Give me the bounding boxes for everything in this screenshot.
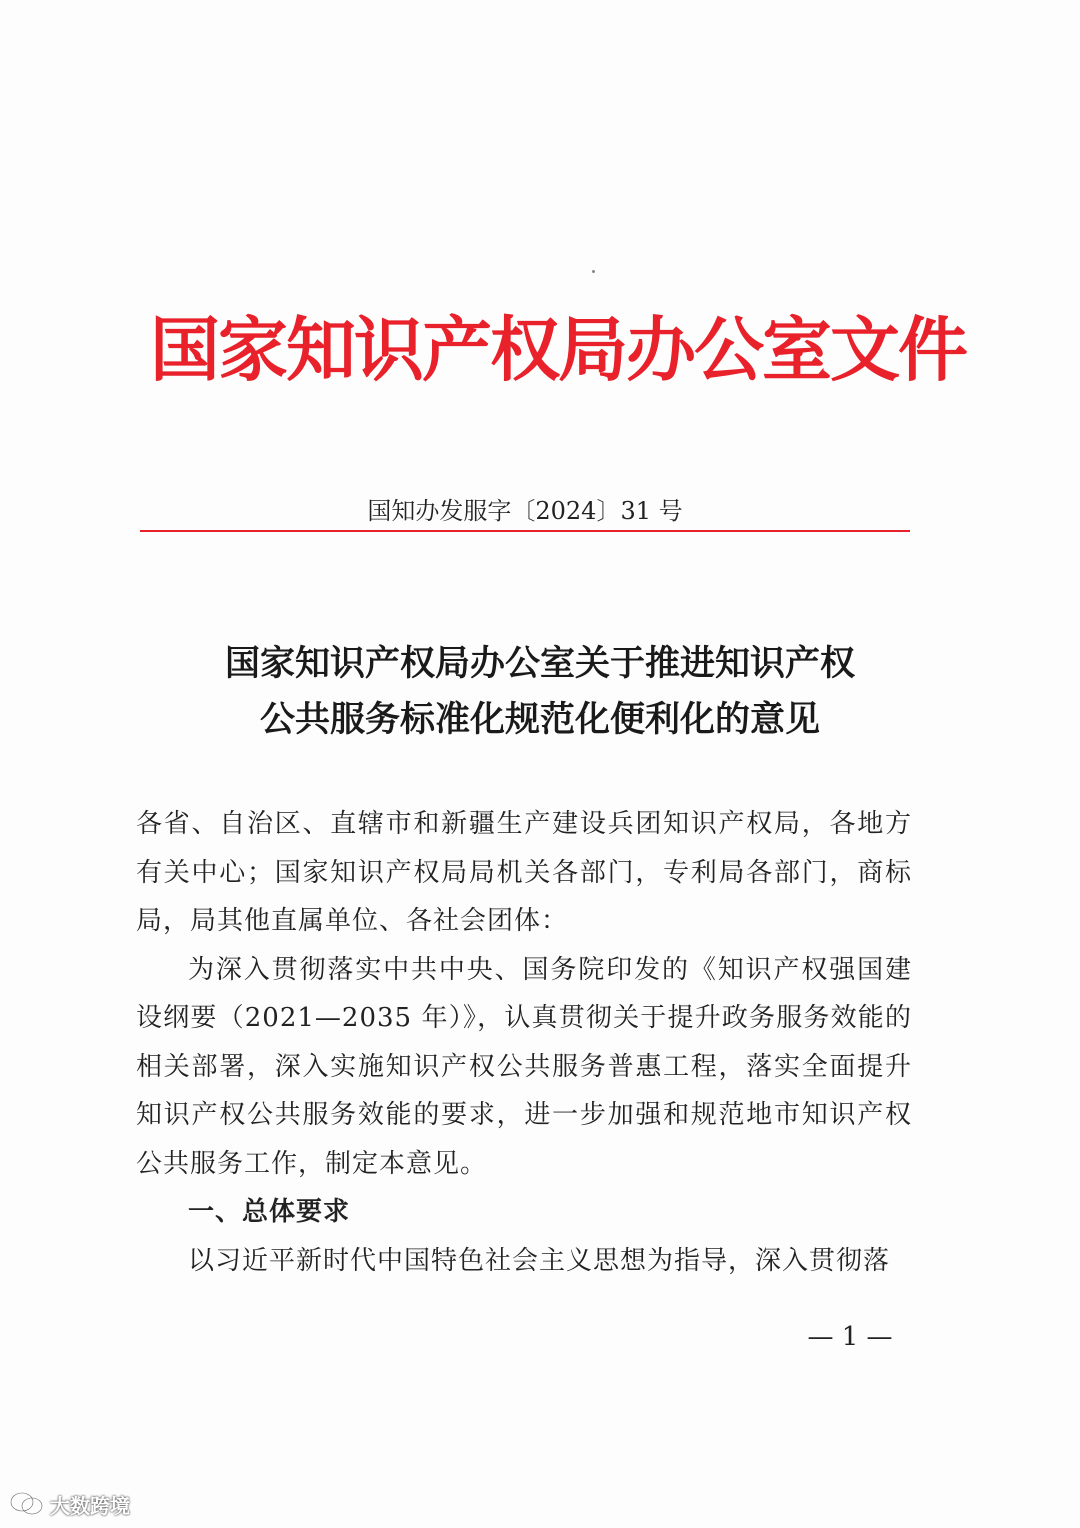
section-heading-general-requirements: 一、总体要求	[188, 1197, 351, 1227]
document-body	[136, 800, 912, 1285]
scan-speck	[592, 270, 595, 273]
document-title	[140, 636, 940, 748]
wechat-logo-icon	[10, 1491, 44, 1517]
red-divider-line	[140, 530, 910, 532]
document-title-line-1: 国家知识产权局办公室关于推进知识产权	[224, 643, 855, 684]
masthead: 国家知识产权局办公室文件	[150, 308, 966, 391]
watermark-text: 大数跨境	[50, 1493, 130, 1518]
section-paragraph: 以习近平新时代中国特色社会主义思想为指导，深入贯彻落	[188, 1245, 891, 1276]
intro-paragraph: 为深入贯彻落实中共中央、国务院印发的《知识产权强国建设纲要（2021—2035 年）》，认真贯彻关于提升政务服务效能的相关部署，深入实施知识产权公共服务普惠工程，落实全面提升知识产权公共服务效能的要求，进一步加强和规范地市知识产权公共服务工作，制定本意见。	[136, 954, 912, 1179]
document-title-line-2: 公共服务标准化规范化便利化的意见	[259, 699, 820, 740]
watermark	[10, 1488, 130, 1520]
page-number: — 1 —	[807, 1322, 893, 1352]
document-number: 国知办发服字〔2024〕31 号	[367, 497, 683, 525]
recipients-paragraph: 各省、自治区、直辖市和新疆生产建设兵团知识产权局，各地方有关中心；国家知识产权局局机关各部门，专利局各部门，商标局，局其他直属单位、各社会团体：	[136, 809, 912, 936]
